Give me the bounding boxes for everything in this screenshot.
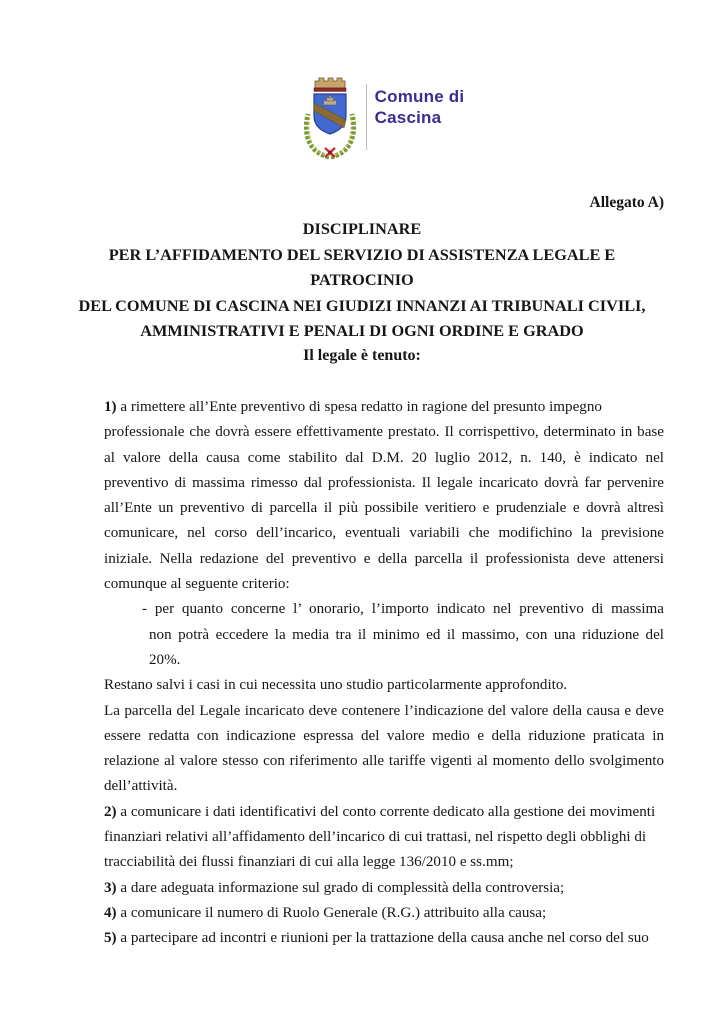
document-title (58, 216, 666, 344)
municipality-name-line1: Comune di (374, 87, 465, 106)
clause-number: 2) (104, 803, 121, 820)
title-line-2: PER L’AFFIDAMENTO DEL SERVIZIO DI ASSISTENZA LEGALE E PATROCINIO (108, 244, 616, 290)
clause-1-line: iniziale. Nella redazione del preventivo e della parcella il professionista deve attenersi (104, 550, 664, 567)
document-subtitle: Il legale è tenuto: (303, 347, 421, 364)
clause-5-line: 5) a partecipare ad incontri e riunioni per la trattazione della causa anche nel corso del suo (104, 930, 649, 947)
municipality-name (375, 86, 465, 128)
clause-2-line: finanziari relativi all’affidamento dell’incarico di cui trattasi, nel rispetto degli obblighi di (104, 829, 647, 846)
clause-1-line: comunque al seguente criterio: (104, 576, 290, 593)
logo (20, 76, 724, 162)
criterion-bullet-line: - per quanto concerne l’ onorario, l’importo indicato nel preventivo di massima (142, 601, 664, 618)
title-line-1: DISCIPLINARE (302, 219, 422, 238)
clause-1-line: al valore della causa come stabilito dal D.M. 20 luglio 2012, n. 140, è indicato nel (104, 449, 664, 466)
clause-number: 3) (104, 879, 121, 896)
document-body (104, 395, 664, 952)
paragraph-restano-line: Restano salvi i casi in cui necessita uno studio particolarmente approfondito. (104, 677, 568, 694)
clause-1-line: all’Ente un preventivo di parcella il più possibile veritiero e prudenziale e dovrà altresì (104, 500, 664, 517)
municipality-name-line2: Cascina (374, 108, 442, 127)
paragraph-parcella-line: relazione al valore stesso con riferimento alle tariffe vigenti al momento dello svolgimento (104, 753, 664, 770)
clause-1-line: professionale che dovrà essere effettivamente prestato. Il corrispettivo, determinato in base (104, 424, 664, 441)
clause-number: 1) (104, 399, 121, 415)
clause-1-line: preventivo di massima rimesso dal professionista. Il legale incaricato dovrà far pervenire (104, 474, 664, 491)
clause-1-line: 1) a rimettere all’Ente preventivo di spesa redatto in ragione del presunto impegno (104, 399, 602, 415)
title-line-4: AMMINISTRATIVI E PENALI DI OGNI ORDINE E GRADO (140, 321, 584, 341)
title-line-3: DEL COMUNE DI CASCINA NEI GIUDIZI INNANZI AI TRIBUNALI CIVILI, (78, 295, 646, 315)
criterion-bullet-line: 20%. (149, 651, 181, 668)
paragraph-parcella-line: La parcella del Legale incaricato deve contenere l’indicazione del valore della causa e deve (104, 702, 664, 719)
clause-1-line: comunicare, nel corso dell’incarico, eventuali variabili che modifichino la previsione (104, 525, 664, 542)
paragraph-parcella-line: dell’attività. (104, 778, 178, 795)
clause-2-line: 2) a comunicare i dati identificativi del conto corrente dedicato alla gestione dei movimenti (104, 803, 656, 820)
cascina-coat-of-arms-icon (300, 76, 360, 162)
clause-2-line: tracciabilità dei flussi finanziari di cui alla legge 136/2010 e ss.mm; (104, 854, 514, 871)
logo-divider (366, 84, 367, 150)
clause-number: 5) (104, 930, 121, 947)
clause-number: 4) (104, 904, 121, 921)
criterion-bullet-line: non potrà eccedere la media tra il minimo ed il massimo, con una riduzione del (149, 626, 664, 643)
clause-3-line: 3) a dare adeguata informazione sul grado di complessità della controversia; (104, 879, 565, 896)
annex-label: Allegato A) (589, 194, 664, 211)
paragraph-parcella-line: essere redatta con indicazione espressa del valore medio e della riduzione praticata in (104, 727, 664, 744)
clause-4-line: 4) a comunicare il numero di Ruolo Generale (R.G.) attribuito alla causa; (104, 904, 547, 921)
